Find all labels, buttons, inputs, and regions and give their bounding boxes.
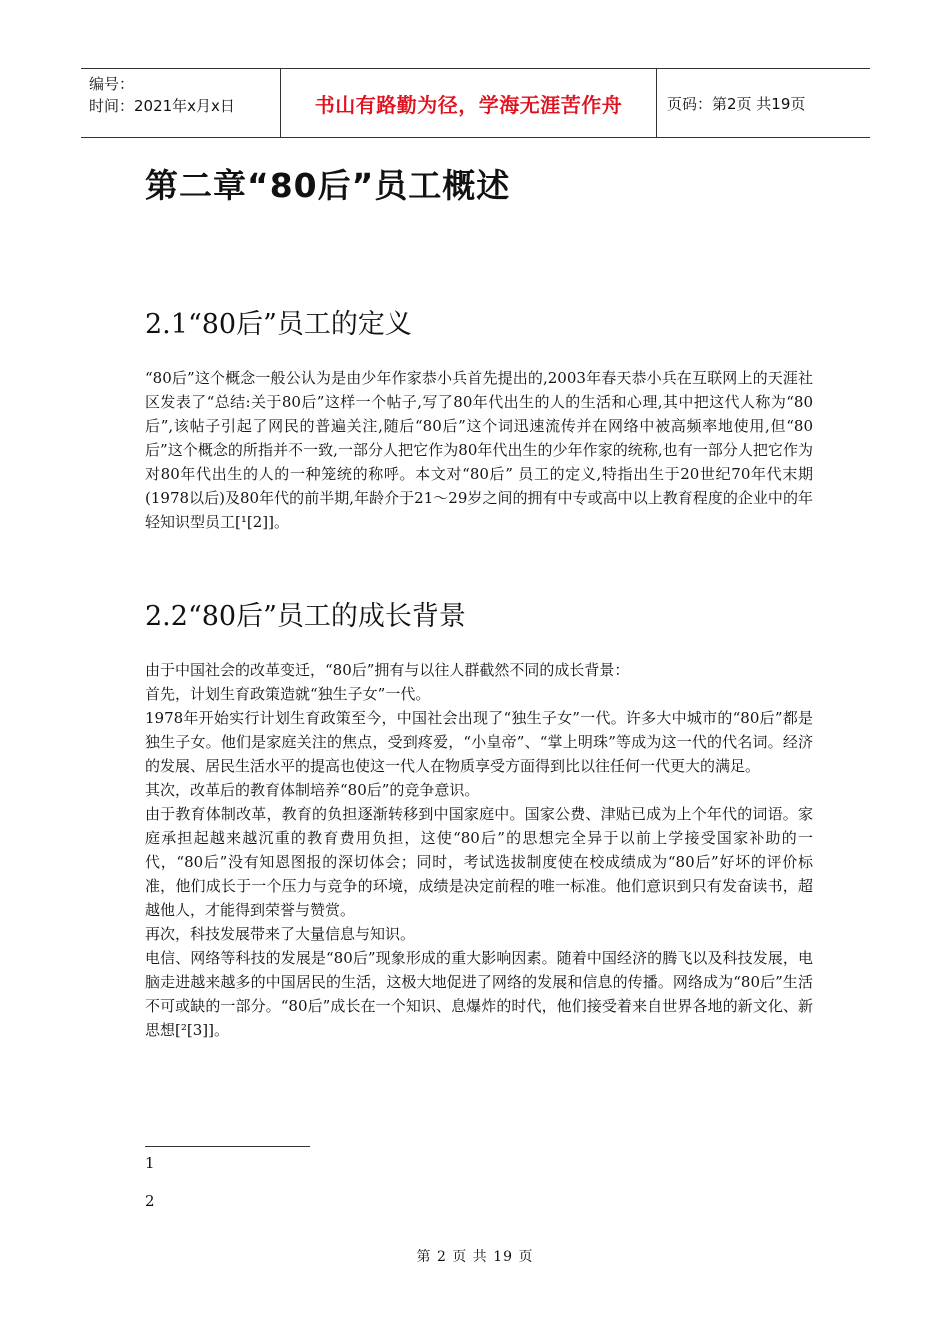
page-footer: 第 2 页 共 19 页 — [416, 1249, 534, 1265]
background-line: 由于教育体制改革，教育的负担逐渐转移到中国家庭中。国家公费、津贴已成为上个年代的词语。家庭承担起越来越沉重的教育费用负担，这使“80后”的思想完全异于以前上学接受国家补助的一代，“80后”没有知恩图报的深切体会；同时，考试选拔制度使在校成绩成为“80后”好坏的评价标准，他们成长于一个压力与竞争的环境，成绩是决定前程的唯一标准。他们意识到只有发奋读书，超越他人，才能得到荣誉与赞赏。 — [145, 805, 813, 919]
footnote-1: 1 — [145, 1154, 155, 1172]
background-line: 由于中国社会的改革变迁，“80后”拥有与以往人群截然不同的成长背景： — [145, 661, 630, 679]
background-paragraphs — [145, 658, 813, 1042]
background-line: 再次，科技发展带来了大量信息与知识。 — [145, 925, 416, 943]
section-title-definition: 2.1“80后”员工的定义 — [145, 309, 412, 340]
page-header — [81, 68, 870, 138]
background-line: 电信、网络等科技的发展是“80后”现象形成的重大影响因素。随着中国经济的腾飞以及科技发展，电脑走进越来越多的中国居民的生活，这极大地促进了网络的发展和信息的传播。网络成为“80后”生活不可或缺的一部分。“80后”成长在一个知识、息爆炸的时代，他们接受着来自世界各地的新文化、新思想[²[3]]。 — [145, 949, 813, 1039]
footnote-divider — [145, 1146, 310, 1147]
footnote-2: 2 — [145, 1192, 155, 1210]
header-motto: 书山有路勤为径，学海无涯苦作舟 — [281, 69, 657, 137]
background-line: 其次，改革后的教育体制培养“80后”的竞争意识。 — [145, 781, 480, 799]
section-title-background: 2.2“80后”员工的成长背景 — [145, 601, 466, 632]
definition-paragraph — [145, 366, 813, 534]
header-page-label: 页码：第2页 共19页 — [667, 94, 806, 113]
background-line: 首先，计划生育政策造就“独生子女”一代。 — [145, 685, 431, 703]
background-line: 1978年开始实行计划生育政策至今，中国社会出现了“独生子女”一代。许多大中城市的“80后”都是独生子女。他们是家庭关注的焦点，受到疼爱，“小皇帝”、“掌上明珠”等成为这一代的代名词。经济的发展、居民生活水平的提高也使这一代人在物质享受方面得到比以往任何一代更大的满足。 — [145, 709, 813, 775]
chapter-title: 第二章“80后”员工概述 — [145, 166, 511, 205]
header-meta — [81, 69, 281, 137]
serial-label: 编号： — [89, 75, 135, 93]
definition-text: “80后”这个概念一般公认为是由少年作家恭小兵首先提出的,2003年春天恭小兵在互联网上的天涯社区发表了“总结:关于80后”这样一个帖子,写了80年代出生的人的生活和心理,其中把这代人称为“80后”,该帖子引起了网民的普遍关注,随后“80后”这个词迅速流传并在网络中被高频率地使用,但“80后”这个概念的所指并不一致,一部分人把它作为80年代出生的少年作家的统称,也有一部分人把它作为对80年代出生的人的一种笼统的称呼。本文对“80后” 员工的定义,特指出生于20世纪70年代末期(1978以后)及80年代的前半期,年龄介于21～29岁之间的拥有中专或高中以上教育程度的企业中的年轻知识型员工[¹[2]]。 — [145, 369, 813, 531]
date-label: 时间：2021年x月x日 — [89, 97, 235, 115]
